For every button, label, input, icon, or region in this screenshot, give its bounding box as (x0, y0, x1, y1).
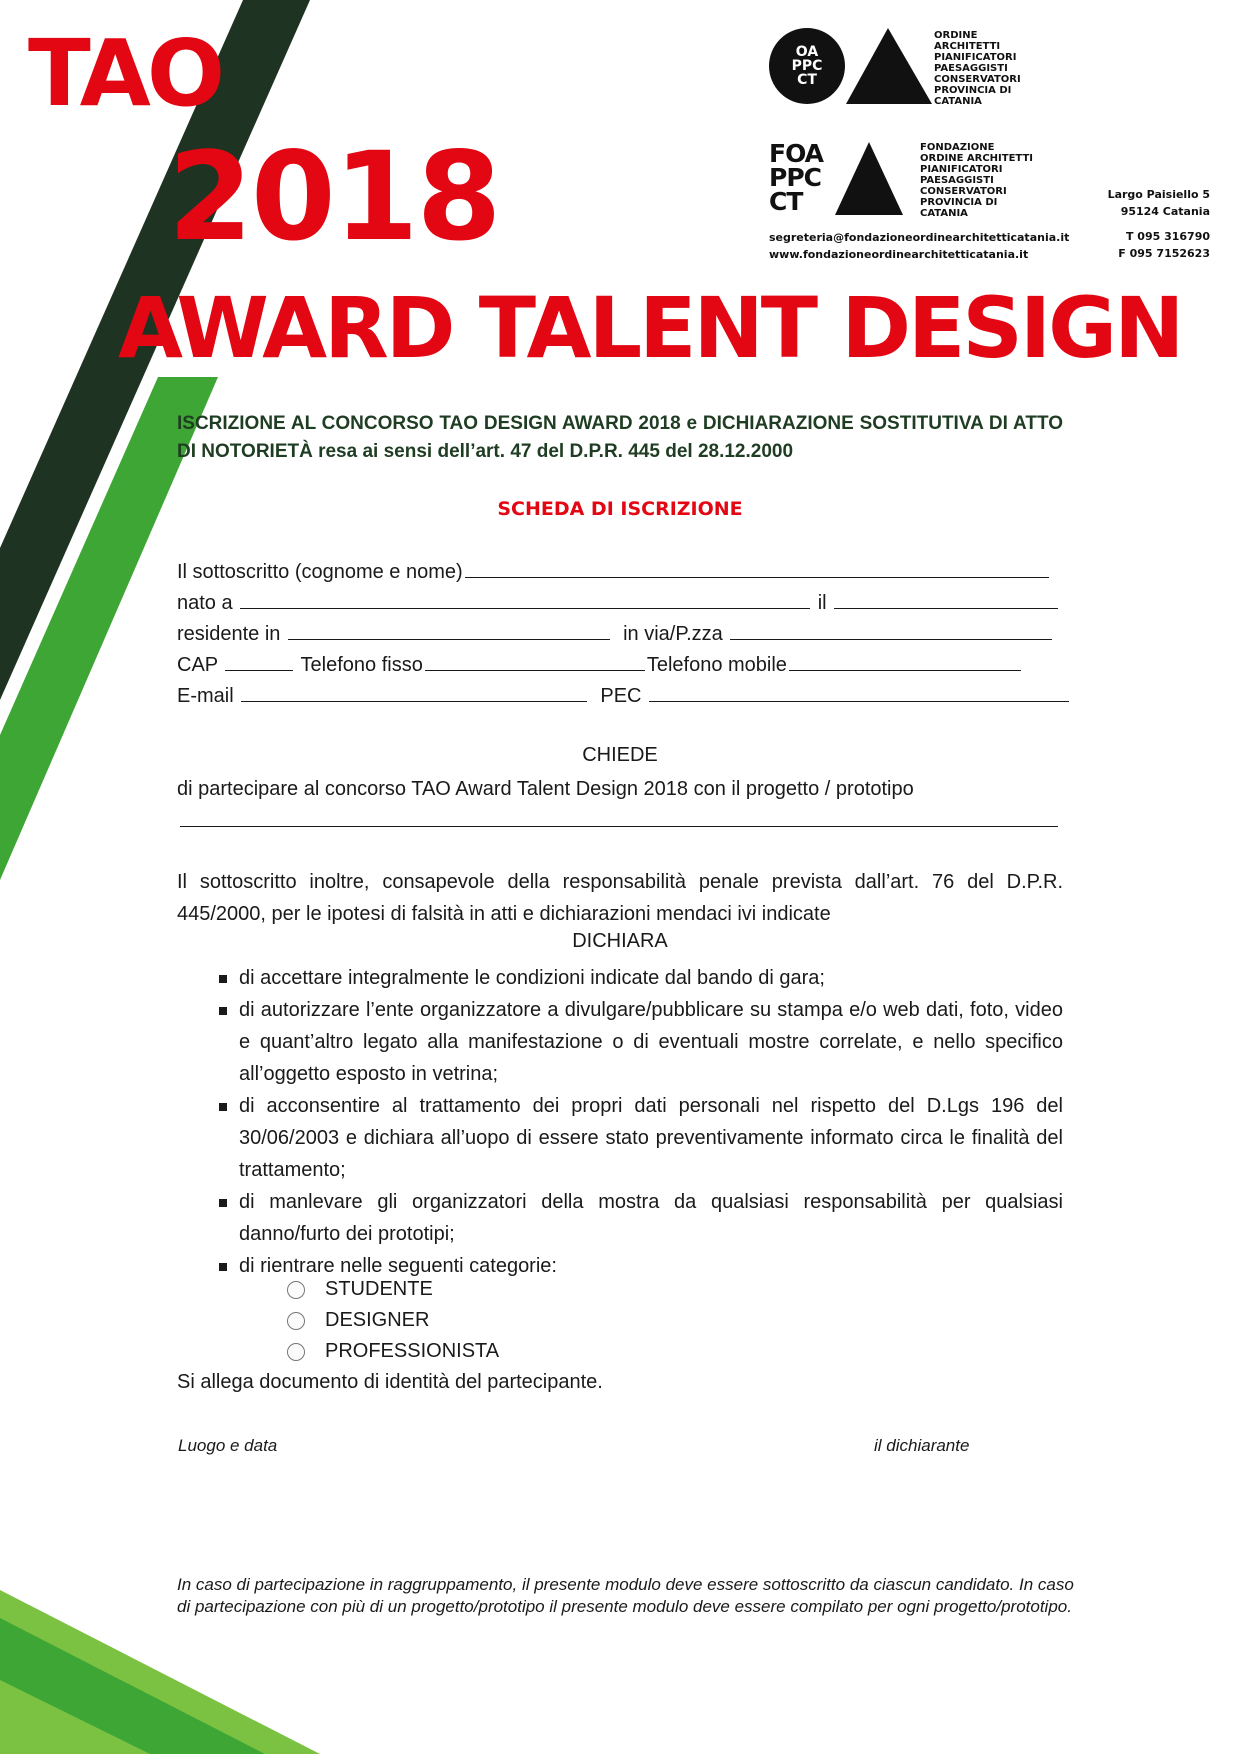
field-name-label: Il sottoscritto (cognome e nome) (177, 561, 463, 583)
residence-input[interactable] (288, 619, 610, 640)
category-designer[interactable] (287, 1305, 429, 1336)
fondazione-text: FONDAZIONE ORDINE ARCHITETTI PIANIFICATORI PAESAGGISTI CONSERVATORI PROVINCIA DI CATANIA (920, 142, 1034, 219)
radio-icon[interactable] (287, 1343, 305, 1361)
address-block (1040, 186, 1210, 220)
dichiara-heading: DICHIARA (572, 930, 668, 952)
declaration-item (177, 962, 1063, 994)
declaration-text: di acconsentire al trattamento dei propri dati personali nel rispetto del D.Lgs 196 del 30/06/2003 e dichiara all’uopo di essere stato preventivamente informato circa le finalità del trattamento; (239, 1095, 1063, 1181)
field-email-row (177, 681, 1071, 710)
field-email-label: E-mail (177, 685, 234, 707)
street-input[interactable] (730, 619, 1052, 640)
declarant-label: il dichiarante (874, 1436, 970, 1455)
declaration-item (177, 1090, 1063, 1186)
brand-year: 2018 (168, 126, 500, 268)
field-street-label: in via/P.zza (623, 623, 723, 645)
intro-text: Il sottoscritto inoltre, consapevole della responsabilità penale prevista dall’art. 76 del D.P.R. 445/2000, per le ipotesi di falsità in atti e dichiarazioni mendaci ivi indicate (177, 871, 1063, 925)
field-pec-label: PEC (600, 685, 642, 707)
attachment-note: Si allega documento di identità del partecipante. (177, 1371, 603, 1393)
category-studente[interactable] (287, 1274, 433, 1305)
brand-tao: TAO (28, 20, 222, 127)
birthdate-input[interactable] (834, 588, 1058, 609)
birthplace-input[interactable] (240, 588, 810, 609)
field-name-row (177, 557, 1051, 586)
declaration-text: di rientrare nelle seguenti categorie: (239, 1255, 557, 1277)
category-label: PROFESSIONISTA (325, 1340, 500, 1362)
field-resident-row (177, 619, 1054, 648)
field-phone-label: Telefono fisso (300, 654, 423, 676)
field-resident-label: residente in (177, 623, 281, 645)
address-city: 95124 Catania (1120, 205, 1210, 218)
phone-input[interactable] (425, 650, 645, 671)
brand-award-title: AWARD TALENT DESIGN (118, 279, 1182, 377)
category-professionista[interactable] (287, 1336, 499, 1367)
email-input[interactable] (241, 681, 587, 702)
contact-links (769, 229, 1069, 263)
triangle-logo-icon (846, 28, 932, 104)
request-text: di partecipare al concorso TAO Award Talent Design 2018 con il progetto / prototipo (177, 778, 914, 800)
phone-number: T 095 316790 (1125, 230, 1210, 243)
category-label: STUDENTE (325, 1278, 433, 1300)
triangle-logo-icon (835, 142, 903, 215)
field-cap-label: CAP (177, 654, 218, 676)
bullet-icon (219, 1199, 227, 1207)
pec-input[interactable] (649, 681, 1069, 702)
declaration-text: di manlevare gli organizzatori della mostra da qualsiasi responsabilità per qualsiasi danno/furto dei prototipi; (239, 1191, 1063, 1245)
form-title: SCHEDA DI ISCRIZIONE (497, 498, 743, 520)
declaration-text: di accettare integralmente le condizioni indicate dal bando di gara; (239, 967, 825, 989)
web-link[interactable]: www.fondazioneordinearchitetticatania.it (769, 248, 1029, 261)
fax-number: F 095 7152623 (1118, 247, 1210, 260)
field-born-row (177, 588, 1060, 617)
cap-input[interactable] (225, 650, 293, 671)
chiede-heading: CHIEDE (582, 744, 658, 766)
radio-icon[interactable] (287, 1312, 305, 1330)
declarations-list (177, 962, 1063, 1282)
field-born-label: nato a (177, 592, 233, 614)
field-cap-row (177, 650, 1023, 679)
mobile-input[interactable] (789, 650, 1021, 671)
bullet-icon (219, 1103, 227, 1111)
declaration-item (177, 1186, 1063, 1250)
email-link[interactable]: segreteria@fondazioneordinearchitetticatania.it (769, 231, 1070, 244)
name-input[interactable] (465, 557, 1049, 578)
ordine-text: ORDINE ARCHITETTI PIANIFICATORI PAESAGGISTI CONSERVATORI PROVINCIA DI CATANIA (934, 30, 1021, 107)
document-heading: ISCRIZIONE AL CONCORSO TAO DESIGN AWARD 2018 e DICHIARAZIONE SOSTITUTIVA DI ATTO DI NOTORIETÀ resa ai sensi dell’art. 47 del D.P.R. 445 del 28.12.2000 (177, 413, 1063, 462)
bullet-icon (219, 1007, 227, 1015)
bullet-icon (219, 975, 227, 983)
category-label: DESIGNER (325, 1309, 430, 1331)
oa-logo: OA PPC CT (769, 28, 845, 104)
radio-icon[interactable] (287, 1281, 305, 1299)
field-on-label: il (817, 592, 827, 614)
bullet-icon (219, 1263, 227, 1271)
declaration-text: di autorizzare l’ente organizzatore a divulgare/pubblicare su stampa e/o web dati, foto, video e quant’altro legato alla manifestazione o di eventuali mostre correlate, e nello specifico all’oggetto esposto in vetrina; (239, 999, 1063, 1085)
declaration-item (177, 994, 1063, 1090)
address-line: Largo Paisiello 5 (1107, 188, 1210, 201)
place-date-label: Luogo e data (178, 1436, 278, 1455)
field-mobile-label: Telefono mobile (646, 654, 787, 676)
foa-logo: FOA PPC CT (769, 139, 824, 216)
footnote: In caso di partecipazione in raggruppamento, il presente modulo deve essere sottoscritto da ciascun candidato. In caso di partecipazione con più di un progetto/prototipo il presente modulo deve essere compilato per ogni progetto/prototipo. (177, 1575, 1074, 1616)
project-input[interactable] (180, 826, 1058, 827)
